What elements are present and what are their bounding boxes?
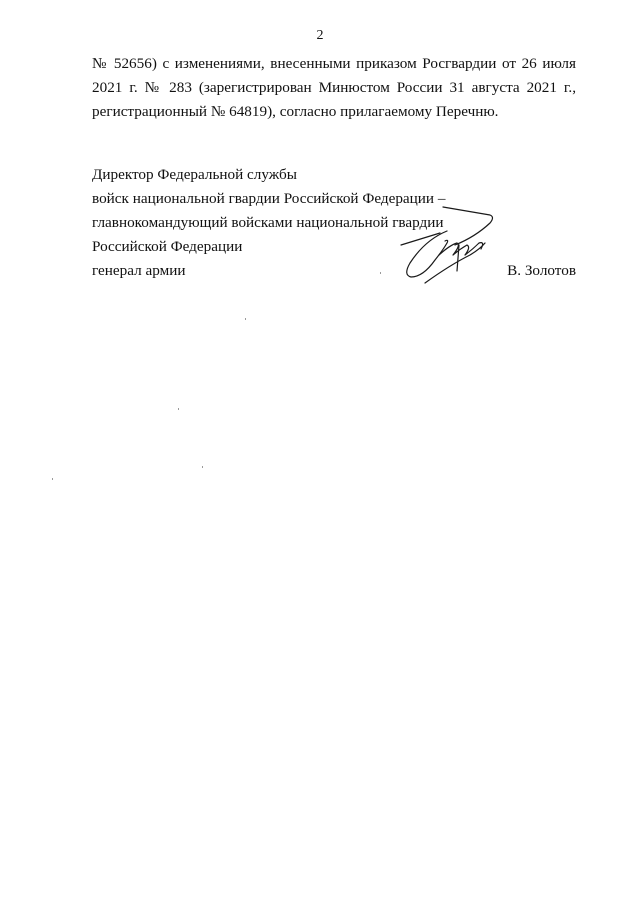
scan-speck [202,466,203,468]
rank-label: генерал армии [92,262,186,279]
position-line-4: Российской Федерации [92,238,243,255]
signature-stroke [443,207,493,245]
position-line-2: войск национальной гвардии Российской Федерации – [92,190,446,207]
position-line-1: Директор Федеральной службы [92,166,297,183]
body-line-3: регистрационный № 64819), согласно прилагаемому Перечню. [92,103,499,120]
body-line-1: № 52656) с изменениями, внесенными приказом Росгвардии от 26 июля [92,55,576,72]
handwritten-signature [395,205,505,285]
signatory-name: В. Золотов [507,262,576,279]
scan-speck [380,272,381,274]
position-line-3: главнокомандующий войсками национальной гвардии [92,214,444,231]
signature-stroke [425,243,485,283]
body-paragraph [92,52,576,124]
scan-speck [245,318,246,320]
signature-stroke [401,233,440,245]
scan-speck [52,478,53,480]
scan-speck [178,408,179,410]
body-line-2: 2021 г. № 283 (зарегистрирован Минюстом России 31 августа 2021 г., [92,79,576,96]
page-number: 2 [316,28,324,43]
signature-stroke [407,231,448,277]
